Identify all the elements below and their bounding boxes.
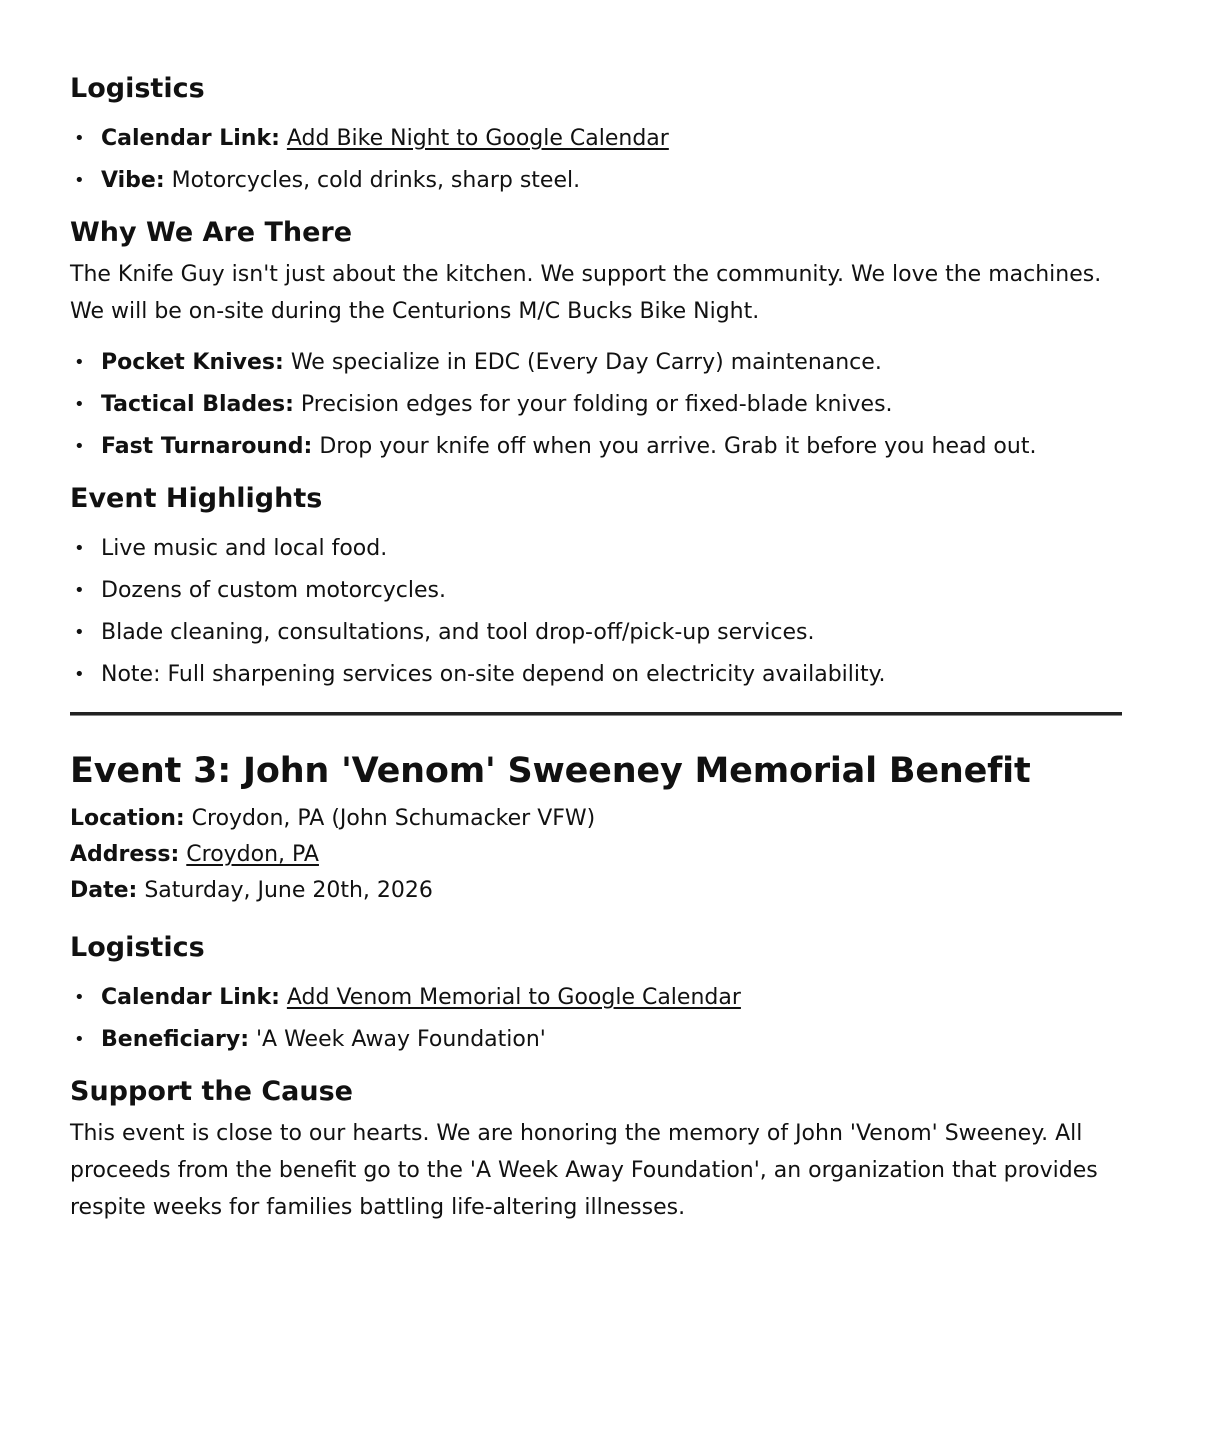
list-item — [70, 348, 1122, 378]
why-list — [70, 348, 1122, 462]
pocket-knives-label: Pocket Knives: — [101, 350, 284, 375]
why-paragraph: The Knife Guy isn't just about the kitchen. We support the community. We love the machines. We will be on-site during the Centurions M/C Bucks Bike Night. — [70, 262, 1102, 324]
logistics-heading: Logistics — [70, 73, 205, 104]
event-3-title: Event 3: John 'Venom' Sweeney Memorial Benefit — [70, 751, 1031, 791]
address-link[interactable]: Croydon, PA — [186, 842, 319, 867]
why-heading: Why We Are There — [70, 217, 353, 248]
vibe-text: Motorcycles, cold drinks, sharp steel. — [171, 168, 581, 193]
list-item — [70, 432, 1122, 462]
list-item — [70, 983, 1122, 1013]
logistics-list — [70, 124, 1122, 196]
highlights-list — [70, 534, 1122, 690]
tactical-blades-text: Precision edges for your folding or fixed-blade knives. — [300, 392, 893, 417]
location-value: Croydon, PA (John Schumacker VFW) — [191, 806, 596, 831]
event-3-details — [70, 801, 1122, 909]
vibe-label: Vibe: — [101, 168, 165, 193]
pocket-knives-text: We specialize in EDC (Every Day Carry) maintenance. — [290, 350, 882, 375]
support-paragraph: This event is close to our hearts. We are honoring the memory of John 'Venom' Sweeney. All proceeds from the benefit go to the 'A Week Away Foundation', an organization that provides respite weeks for families battling life-altering illnesses. — [70, 1121, 1098, 1220]
location-label: Location: — [70, 806, 185, 831]
list-item — [70, 1025, 1122, 1055]
beneficiary-label: Beneficiary: — [101, 1027, 249, 1052]
date-line — [70, 873, 1122, 909]
list-item: • Dozens of custom motorcycles. — [70, 576, 1122, 606]
date-value: Saturday, June 20th, 2026 — [144, 878, 433, 903]
venom-memorial-calendar-link[interactable]: Add Venom Memorial to Google Calendar — [286, 985, 741, 1010]
list-item: • Blade cleaning, consultations, and tool drop-off/pick-up services. — [70, 618, 1122, 648]
beneficiary-text: 'A Week Away Foundation' — [256, 1027, 546, 1052]
support-heading: Support the Cause — [70, 1076, 353, 1107]
list-item — [70, 390, 1122, 420]
calendar-link-label: Calendar Link: — [101, 126, 280, 151]
logistics-list-2 — [70, 983, 1122, 1055]
date-label: Date: — [70, 878, 138, 903]
address-line — [70, 837, 1122, 873]
list-item — [70, 124, 1122, 154]
location-line — [70, 801, 1122, 837]
list-item — [70, 166, 1122, 196]
highlights-heading: Event Highlights — [70, 483, 323, 514]
calendar-link-label: Calendar Link: — [101, 985, 280, 1010]
tactical-blades-label: Tactical Blades: — [101, 392, 294, 417]
list-item: • Live music and local food. — [70, 534, 1122, 564]
address-label: Address: — [70, 842, 180, 867]
fast-turnaround-text: Drop your knife off when you arrive. Grab it before you head out. — [319, 434, 1037, 459]
bike-night-calendar-link[interactable]: Add Bike Night to Google Calendar — [286, 126, 669, 151]
logistics-heading-2: Logistics — [70, 932, 205, 963]
list-item: • Note: Full sharpening services on-site depend on electricity availability. — [70, 660, 1122, 690]
fast-turnaround-label: Fast Turnaround: — [101, 434, 313, 459]
section-divider — [70, 712, 1122, 716]
